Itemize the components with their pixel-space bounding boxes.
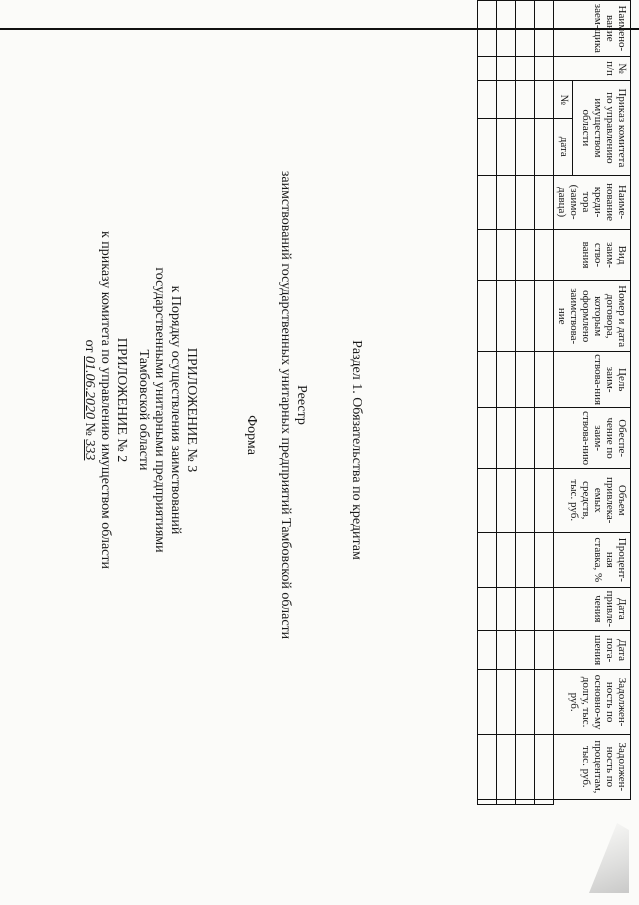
header-kind: Вид заим-ство-вания xyxy=(554,229,631,281)
table-row xyxy=(535,1,554,805)
borrowings-table xyxy=(477,0,631,805)
table-cell xyxy=(497,408,516,468)
table-cell xyxy=(478,119,497,175)
table-cell xyxy=(478,281,497,352)
table-cell xyxy=(497,588,516,631)
table-cell xyxy=(497,670,516,734)
table-cell xyxy=(516,670,535,734)
table-cell xyxy=(497,351,516,407)
table-cell xyxy=(535,630,554,670)
table-cell xyxy=(516,81,535,119)
table-cell xyxy=(478,468,497,532)
table-cell xyxy=(478,800,497,805)
table-row xyxy=(478,1,497,805)
header-repay-date: Дата пога-шения xyxy=(554,630,631,670)
table-cell xyxy=(497,281,516,352)
header-borrower: Наимено-вание заем-щика xyxy=(554,1,631,57)
table-cell xyxy=(535,281,554,352)
table-cell xyxy=(516,734,535,799)
table-cell xyxy=(535,175,554,229)
table-cell xyxy=(478,1,497,57)
table-row xyxy=(497,1,516,805)
header-number: № п/п xyxy=(554,56,631,81)
header-debt-interest: Задолжен-ность по процентам, тыс. руб. xyxy=(554,734,631,799)
table-cell xyxy=(478,734,497,799)
appendix2-subtitle: к приказу комитета по управлению имуществом области xyxy=(98,230,113,570)
header-order-group: Приказ комитета по управлению имуществом области xyxy=(572,81,630,175)
table-cell xyxy=(535,351,554,407)
table-cell xyxy=(478,81,497,119)
table-row xyxy=(516,1,535,805)
table-cell xyxy=(516,175,535,229)
table-cell xyxy=(497,56,516,81)
appendix3-line1: к Порядку осуществления заимствований xyxy=(168,285,183,535)
table-cell xyxy=(478,588,497,631)
table-cell xyxy=(516,229,535,281)
header-purpose: Цель заим-ствова-ния xyxy=(554,351,631,407)
table-cell xyxy=(516,408,535,468)
table-cell xyxy=(516,56,535,81)
table-cell xyxy=(516,351,535,407)
table-cell xyxy=(535,1,554,57)
table-cell xyxy=(516,1,535,57)
table-cell xyxy=(535,81,554,119)
order-no-label: № xyxy=(82,422,97,436)
table-cell xyxy=(535,468,554,532)
table-cell xyxy=(535,734,554,799)
table-cell xyxy=(497,630,516,670)
form-label: Форма xyxy=(244,415,259,455)
table-cell xyxy=(535,800,554,805)
header-order-number: № xyxy=(554,81,573,119)
table-cell xyxy=(478,229,497,281)
table-cell xyxy=(497,1,516,57)
header-attract-date: Дата привле-чения xyxy=(554,588,631,631)
table-cell xyxy=(516,281,535,352)
table-cell xyxy=(497,81,516,119)
header-order-date: дата xyxy=(554,119,573,175)
table-cell xyxy=(535,56,554,81)
header-rate: Процент-ная ставка, % xyxy=(554,532,631,587)
section-title: Раздел 1. Обязательства по кредитам xyxy=(349,340,364,560)
order-date: 01.06.2020 xyxy=(82,356,97,420)
registry-heading xyxy=(277,125,309,685)
table-cell xyxy=(497,119,516,175)
header-creditor: Наиме-нование креди-тора (заимо-давца) xyxy=(554,175,631,229)
table-cell xyxy=(516,800,535,805)
table-cell xyxy=(478,532,497,587)
appendix2-title: ПРИЛОЖЕНИЕ № 2 xyxy=(114,337,129,463)
table-cell xyxy=(497,800,516,805)
table-cell xyxy=(497,468,516,532)
appendix3-line2: государственными унитарными предприятиями xyxy=(152,267,167,553)
appendix2-block xyxy=(81,190,129,610)
table-cell xyxy=(516,630,535,670)
header-debt-main: Задолжен-ность по основно-му долгу, тыс. руб. xyxy=(554,670,631,734)
table-cell xyxy=(516,468,535,532)
table-cell xyxy=(535,229,554,281)
table-cell xyxy=(478,408,497,468)
appendix3-line3: Тамбовской области xyxy=(136,349,151,471)
table-cell xyxy=(497,532,516,587)
header-contract: Номер и дата договора, которым оформлено заимствова-ние xyxy=(554,281,631,352)
order-number: 333 xyxy=(82,439,97,461)
table-cell xyxy=(535,119,554,175)
table-cell xyxy=(535,588,554,631)
header-volume: Объем привлека-емых средств, тыс. руб. xyxy=(554,468,631,532)
table-cell xyxy=(478,351,497,407)
table-cell xyxy=(516,588,535,631)
registry-title: Реестр xyxy=(294,385,309,425)
table-cell xyxy=(535,408,554,468)
table-cell xyxy=(497,175,516,229)
table-cell xyxy=(478,175,497,229)
table-cell xyxy=(516,532,535,587)
table-cell xyxy=(497,734,516,799)
order-line xyxy=(81,190,97,610)
table-cell xyxy=(535,670,554,734)
appendix3-block xyxy=(135,130,199,690)
header-security: Обеспе-чение по заим-ствова-нию xyxy=(554,408,631,468)
table-cell xyxy=(516,119,535,175)
registry-subtitle: заимствований государственных унитарных предприятий Тамбовской области xyxy=(278,170,293,640)
table-cell xyxy=(478,670,497,734)
table-cell xyxy=(478,630,497,670)
appendix3-title: ПРИЛОЖЕНИЕ № 3 xyxy=(184,347,199,473)
table-header-row xyxy=(572,1,630,805)
table-cell xyxy=(497,229,516,281)
order-prefix: от xyxy=(82,339,97,353)
table-cell xyxy=(535,532,554,587)
table-cell xyxy=(478,56,497,81)
